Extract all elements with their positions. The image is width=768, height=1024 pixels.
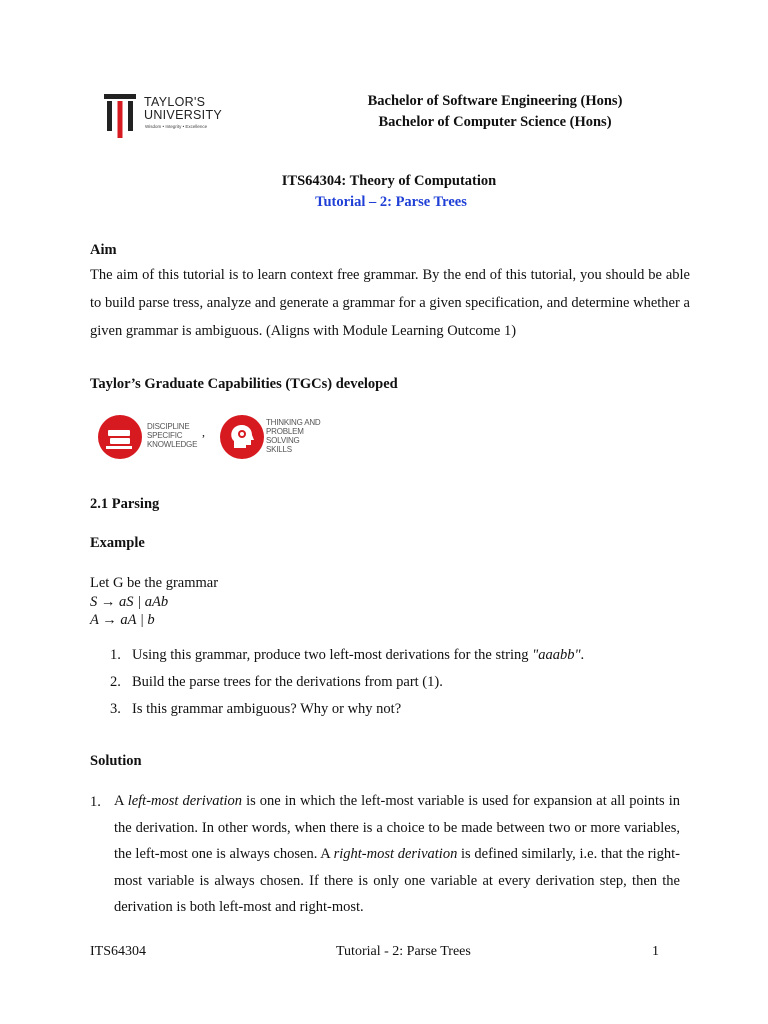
course-title: ITS64304: Theory of Computation xyxy=(281,173,497,189)
grammar-rule-1: S → aS | aAb xyxy=(90,594,169,610)
aim-text: The aim of this tutorial is to learn context free grammar. By the end of this tutorial, you should be able to build parse tress, analyze and generate a grammar for a given specification, and determine whether a given grammar is ambiguous. (Aligns with Module Learning Outcome 1) xyxy=(90,267,690,339)
aim-heading: Aim xyxy=(90,242,117,258)
taylors-logo-icon xyxy=(104,94,136,138)
solution-text-2: is one in which the left-most variable is used for expansion at all points in the derivation. In other words, when there is a choice to be made between two or more variables, the left-most one is always chosen. A xyxy=(114,793,680,862)
footer-page-number: 1 xyxy=(652,944,659,959)
logo-line2: UNIVERSITY xyxy=(144,108,223,122)
program-line-2: Bachelor of Computer Science (Hons) xyxy=(378,114,612,130)
discipline-label-1: DISCIPLINE xyxy=(147,422,190,431)
program-line-1: Bachelor of Software Engineering (Hons) xyxy=(367,93,623,109)
question-text xyxy=(132,647,584,664)
question-text-emphasis: "aaabb" xyxy=(532,647,581,663)
solution-number: 1. xyxy=(90,794,101,810)
discipline-label-2: SPECIFIC xyxy=(147,431,183,440)
question-2 xyxy=(110,674,690,694)
solution-term-left-most: left-most derivation xyxy=(127,793,243,809)
grammar-rule-2: A → aA | b xyxy=(90,612,155,628)
solution-heading: Solution xyxy=(90,753,142,769)
solution-text-3: is defined similarly, i.e. that the right-most variable is always chosen. If there is only one variable at every derivation step, then the derivation is both left-most and right-most. xyxy=(114,846,680,915)
thinking-label-2: PROBLEM xyxy=(266,427,304,436)
section-heading: 2.1 Parsing xyxy=(90,496,160,512)
solution-text-1: A xyxy=(114,793,128,809)
question-3 xyxy=(110,701,690,721)
tutorial-title: Tutorial – 2: Parse Trees xyxy=(315,194,467,210)
tgc-separator: , xyxy=(202,425,205,439)
question-number: 3. xyxy=(110,701,121,717)
discipline-knowledge-icon xyxy=(97,414,143,460)
example-heading: Example xyxy=(90,535,145,551)
thinking-problem-solving-icon xyxy=(219,414,265,460)
question-number: 1. xyxy=(110,647,121,663)
question-1 xyxy=(110,647,690,667)
thinking-label-1: THINKING AND xyxy=(266,418,321,427)
footer-course-code: ITS64304 xyxy=(90,944,146,959)
footer-title: Tutorial - 2: Parse Trees xyxy=(336,944,471,959)
thinking-label-3: SOLVING xyxy=(266,436,300,445)
logo-tagline: Wisdom • Integrity • Excellence xyxy=(145,124,208,129)
solution-term-right-most: right-most derivation xyxy=(333,846,458,862)
tgc-badge-discipline xyxy=(97,414,207,460)
discipline-label-3: KNOWLEDGE xyxy=(147,440,198,449)
university-logo xyxy=(104,94,234,138)
solution-text xyxy=(114,788,680,921)
question-number: 2. xyxy=(110,674,121,690)
question-text: Build the parse trees for the derivations from part (1). xyxy=(132,674,443,690)
thinking-label-4: SKILLS xyxy=(266,445,292,454)
tgc-badge-thinking xyxy=(219,414,329,460)
question-text-end: . xyxy=(580,647,585,663)
question-text: Is this grammar ambiguous? Why or why not? xyxy=(132,701,402,717)
grammar-intro: Let G be the grammar xyxy=(90,575,219,591)
tgc-heading: Taylor’s Graduate Capabilities (TGCs) developed xyxy=(90,376,398,392)
logo-line1: TAYLOR'S xyxy=(144,95,206,109)
question-text-main: Using this grammar, produce two left-most derivations for the string xyxy=(132,647,533,663)
